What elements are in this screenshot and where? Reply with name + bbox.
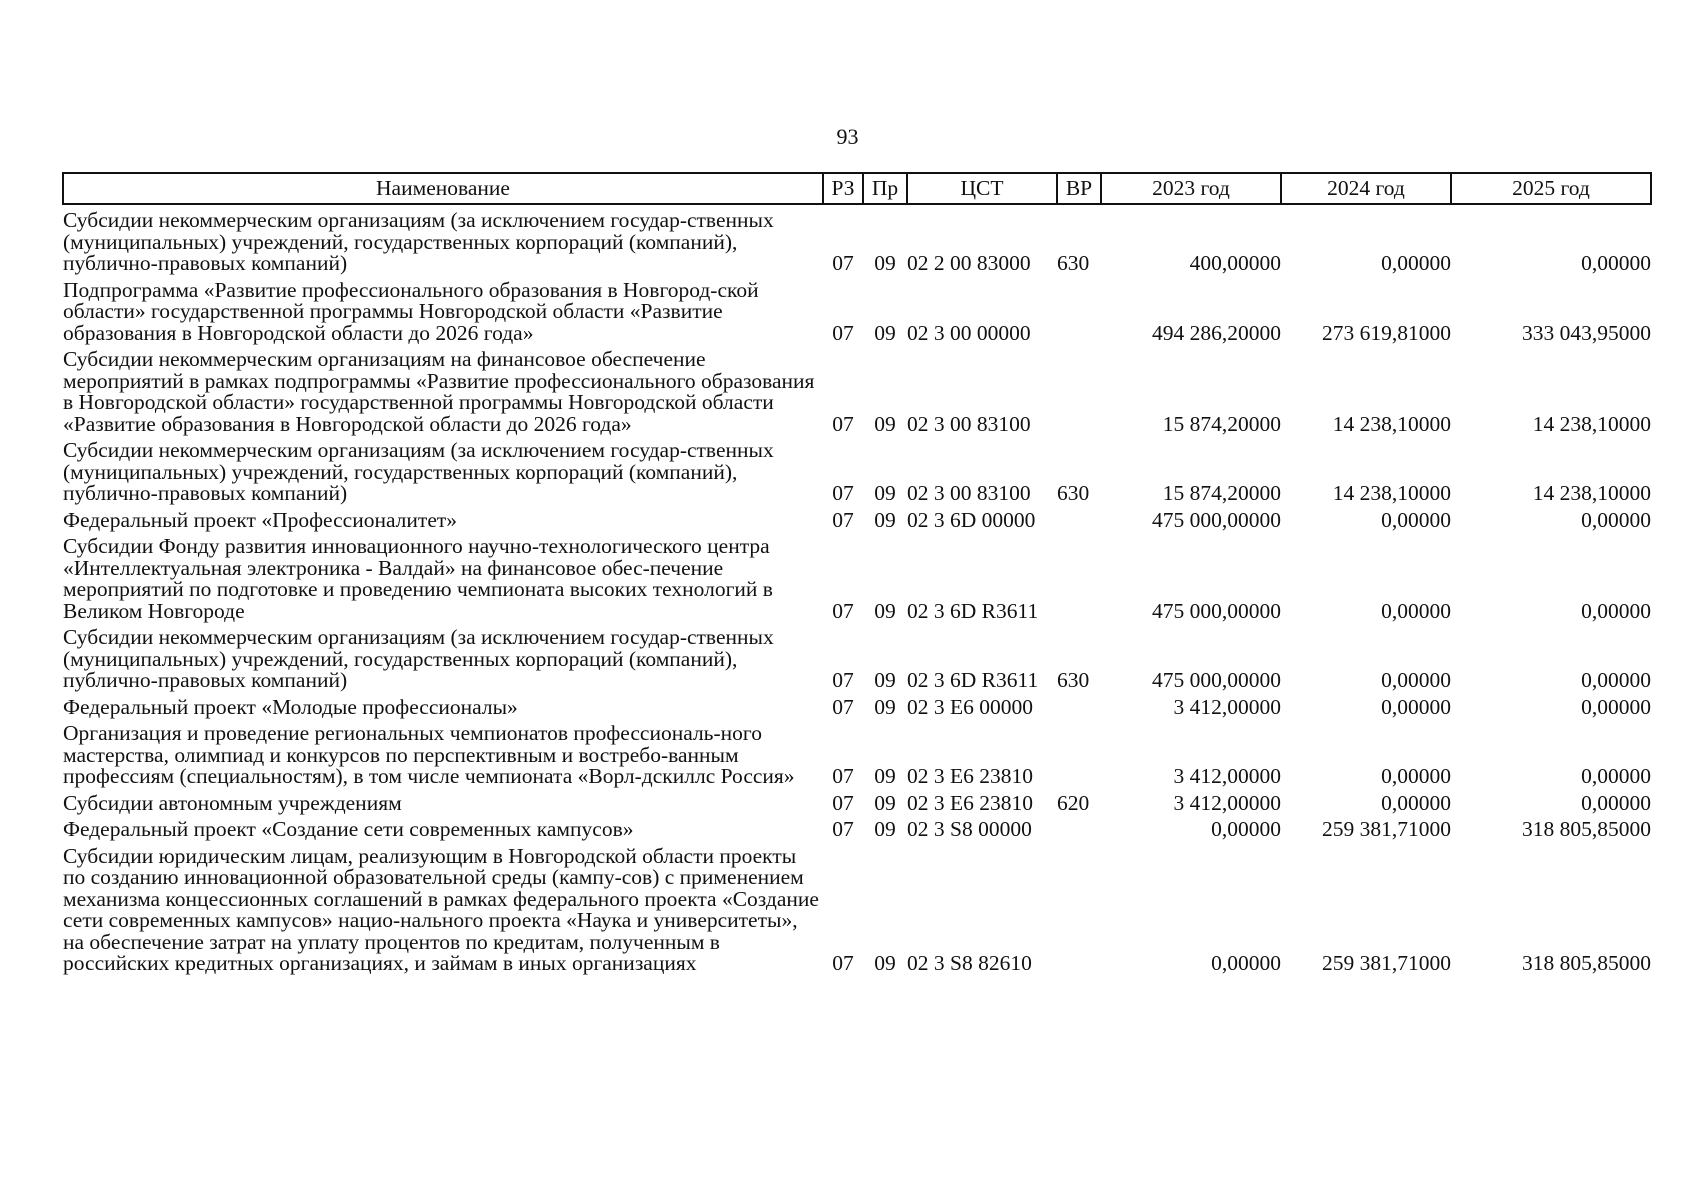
row-value-2024: 273 619,81000 [1322, 320, 1451, 345]
row-cst: 02 3 00 83100 [907, 481, 1031, 505]
row-value-2025: 0,00000 [1581, 790, 1651, 815]
table-body [63, 204, 1651, 975]
row-cst: 02 3 E6 23810 [907, 764, 1034, 788]
row-rz: 07 [832, 251, 854, 275]
row-value-2023: 3 412,00000 [1173, 764, 1281, 788]
row-value-2023: 475 000,00000 [1152, 507, 1281, 532]
row-name: Субсидии Фонду развития инновационного научно-технологического центра «Интеллектуальная электроника - Валдай» на финансовое обес-печение мероприятий по подготовке и проведению чемпионата высоких технологий в Великом Новгороде [63, 534, 773, 623]
row-cst: 02 2 00 83000 [907, 251, 1031, 275]
row-value-2023: 15 874,20000 [1162, 411, 1281, 436]
table-row [63, 814, 1651, 841]
row-pr: 09 [874, 951, 896, 975]
row-rz: 07 [832, 951, 854, 975]
row-value-2024: 0,00000 [1381, 251, 1451, 275]
row-vr [1057, 344, 1101, 435]
header-2025: 2025 год [1451, 173, 1651, 204]
header-2023: 2023 год [1101, 173, 1281, 204]
row-cst: 02 3 6D R3611 [907, 668, 1039, 692]
row-cst: 02 3 00 83100 [907, 411, 1031, 436]
row-value-2024: 14 238,10000 [1332, 481, 1451, 505]
table-row [63, 622, 1651, 692]
row-value-2024: 0,00000 [1381, 694, 1451, 719]
row-pr: 09 [874, 694, 896, 719]
row-value-2023: 494 286,20000 [1152, 320, 1281, 345]
row-name: Субсидии юридическим лицам, реализующим в Новгородской области проекты по созданию инновационной образовательной среды (кампу-сов) с применением механизма концессионных соглашений в рамках федерального проекта «Создание сети современных кампусов» нацио-нального проекта «Наука и университеты», на обеспечение затрат на уплату процентов по кредитам, полученным в российских кредитных организациях, и займам в иных организациях [63, 843, 819, 975]
row-name: Федеральный проект «Профессионалитет» [63, 507, 458, 532]
row-value-2023: 3 412,00000 [1173, 694, 1281, 719]
table-row [63, 841, 1651, 975]
table-row [63, 788, 1651, 815]
row-value-2025: 318 805,85000 [1522, 817, 1651, 841]
row-cst: 02 3 E6 23810 [907, 790, 1034, 815]
row-pr: 09 [874, 251, 896, 275]
row-value-2024: 259 381,71000 [1322, 817, 1451, 841]
row-rz: 07 [832, 668, 854, 692]
row-rz: 07 [832, 481, 854, 505]
row-value-2023: 3 412,00000 [1173, 790, 1281, 815]
row-name: Субсидии некоммерческим организациям (за исключением государ-ственных (муниципальных) учреждений, государственных корпораций (компаний), публично-правовых компаний) [63, 438, 774, 505]
row-cst: 02 3 00 00000 [907, 320, 1031, 345]
row-rz: 07 [832, 411, 854, 436]
table-row [63, 692, 1651, 719]
row-vr: 630 [1057, 668, 1090, 692]
row-value-2023: 475 000,00000 [1152, 598, 1281, 623]
row-value-2023: 0,00000 [1211, 817, 1281, 841]
header-name: Наименование [63, 173, 823, 204]
row-value-2025: 14 238,10000 [1532, 411, 1651, 436]
budget-table [62, 172, 1652, 975]
row-cst: 02 3 6D 00000 [907, 507, 1036, 532]
row-rz: 07 [832, 320, 854, 345]
row-cst: 02 3 S8 00000 [907, 817, 1032, 841]
row-value-2025: 0,00000 [1581, 598, 1651, 623]
row-value-2025: 318 805,85000 [1522, 951, 1651, 975]
row-rz: 07 [832, 694, 854, 719]
row-vr: 630 [1057, 251, 1090, 275]
row-name: Федеральный проект «Молодые профессионалы» [63, 694, 518, 719]
row-rz: 07 [832, 598, 854, 623]
row-cst: 02 3 6D R3611 [907, 598, 1039, 623]
row-rz: 07 [832, 817, 854, 841]
header-vr: ВР [1057, 173, 1101, 204]
row-vr [1057, 718, 1101, 788]
row-vr [1057, 841, 1101, 975]
row-value-2024: 0,00000 [1381, 668, 1451, 692]
row-name: Субсидии некоммерческим организациям на финансовое обеспечение мероприятий в рамках подпрограммы «Развитие профессионального образования в Новгородской области» государственной программы Новгородской области «Развитие образования в Новгородской области до 2026 года» [63, 347, 815, 436]
table-row [63, 344, 1651, 435]
row-value-2023: 15 874,20000 [1162, 481, 1281, 505]
row-name: Субсидии некоммерческим организациям (за исключением государ-ственных (муниципальных) учреждений, государственных корпораций (компаний), публично-правовых компаний) [63, 208, 774, 275]
table-header-row [63, 173, 1651, 204]
row-rz: 07 [832, 764, 854, 788]
header-pr: Пр [863, 173, 907, 204]
row-value-2025: 0,00000 [1581, 507, 1651, 532]
row-pr: 09 [874, 598, 896, 623]
row-cst: 02 3 S8 82610 [907, 951, 1032, 975]
row-vr: 630 [1057, 481, 1090, 505]
row-name: Субсидии некоммерческим организациям (за исключением государ-ственных (муниципальных) учреждений, государственных корпораций (компаний), публично-правовых компаний) [63, 625, 774, 692]
table-row [63, 505, 1651, 532]
row-name: Субсидии автономным учреждениям [63, 790, 402, 815]
row-rz: 07 [832, 790, 854, 815]
row-pr: 09 [874, 481, 896, 505]
page-number: 93 [836, 124, 859, 149]
row-value-2024: 0,00000 [1381, 507, 1451, 532]
header-2024: 2024 год [1281, 173, 1451, 204]
row-value-2025: 0,00000 [1581, 764, 1651, 788]
table-row [63, 435, 1651, 505]
row-pr: 09 [874, 507, 896, 532]
row-value-2024: 14 238,10000 [1332, 411, 1451, 436]
row-pr: 09 [874, 668, 896, 692]
row-value-2025: 333 043,95000 [1522, 320, 1651, 345]
row-name: Федеральный проект «Создание сети современных кампусов» [63, 817, 634, 841]
row-value-2024: 0,00000 [1381, 764, 1451, 788]
row-vr [1057, 275, 1101, 345]
table-row [63, 531, 1651, 622]
row-value-2025: 14 238,10000 [1532, 481, 1651, 505]
row-vr [1057, 814, 1101, 841]
row-pr: 09 [874, 817, 896, 841]
row-value-2025: 0,00000 [1581, 251, 1651, 275]
row-vr [1057, 531, 1101, 622]
row-value-2023: 400,00000 [1189, 251, 1281, 275]
row-value-2024: 259 381,71000 [1322, 951, 1451, 975]
table-row [63, 275, 1651, 345]
row-pr: 09 [874, 411, 896, 436]
row-value-2024: 0,00000 [1381, 790, 1451, 815]
row-value-2023: 0,00000 [1211, 951, 1281, 975]
row-value-2024: 0,00000 [1381, 598, 1451, 623]
row-value-2025: 0,00000 [1581, 668, 1651, 692]
row-cst: 02 3 E6 00000 [907, 694, 1034, 719]
header-cst: ЦСТ [907, 173, 1057, 204]
row-rz: 07 [832, 507, 854, 532]
row-vr [1057, 692, 1101, 719]
row-pr: 09 [874, 764, 896, 788]
header-rz: РЗ [823, 173, 863, 204]
row-vr [1057, 505, 1101, 532]
row-vr: 620 [1057, 790, 1090, 815]
row-pr: 09 [874, 320, 896, 345]
row-name: Организация и проведение региональных чемпионатов профессиональ-ного мастерства, олимпиад и конкурсов по перспективным и востребо-ванным профессиям (специальностям), в том числе чемпионата «Ворл-дскиллс Россия» [63, 721, 795, 788]
row-value-2023: 475 000,00000 [1152, 668, 1281, 692]
row-value-2025: 0,00000 [1581, 694, 1651, 719]
table-row [63, 204, 1651, 275]
table-row [63, 718, 1651, 788]
row-name: Подпрограмма «Развитие профессионального образования в Новгород-ской области» государственной программы Новгородской области «Развитие образования в Новгородской области до 2026 года» [63, 277, 759, 345]
row-pr: 09 [874, 790, 896, 815]
